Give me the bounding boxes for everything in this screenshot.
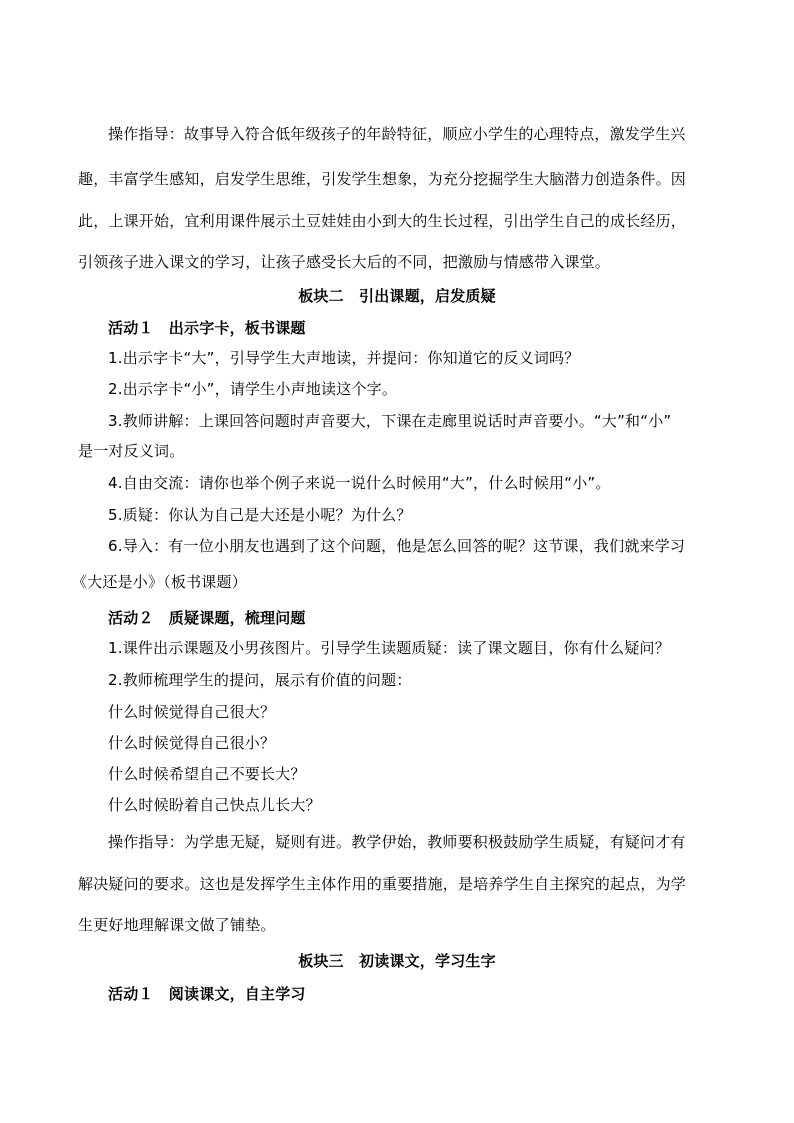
activity-title: 活动２ 质疑课题，梳理问题 bbox=[108, 609, 306, 627]
activity-item: 4.自由交流：请你也举个例子来说一说什么时候用“大”，什么时候用“小”。 bbox=[108, 474, 611, 492]
activity-item: 2.教师梳理学生的提问，展示有价值的问题： bbox=[108, 671, 412, 689]
question-item: 什么时候觉得自己很大？ bbox=[108, 703, 276, 721]
activity-title: 活动１ 阅读课文，自主学习 bbox=[108, 985, 306, 1003]
guide-paragraph-line: 趣，丰富学生感知，启发学生思维，引发学生想象，为充分挖掘学生大脑潜力创造条件。因 bbox=[78, 170, 687, 188]
question-item: 什么时候盼着自己快点儿长大？ bbox=[108, 796, 321, 814]
guide-paragraph-line: 解决疑问的要求。这也是发挥学生主体作用的重要措施，是培养学生自主探究的起点，为学 bbox=[78, 875, 687, 893]
guide-paragraph-line: 操作指导：为学患无疑，疑则有进。教学伊始，教师要积极鼓励学生质疑，有疑问才有 bbox=[108, 833, 686, 851]
guide-paragraph-line: 引领孩子进入课文的学习，让孩子感受长大后的不同，把激励与情感带入课堂。 bbox=[78, 253, 611, 271]
activity-item: 6.导入：有一位小朋友也遇到了这个问题，他是怎么回答的呢？这节课，我们就来学习 bbox=[108, 537, 686, 555]
guide-paragraph-line: 此，上课开始，宜利用课件展示土豆娃娃由小到大的生长过程，引出学生自己的成长经历， bbox=[78, 212, 687, 230]
activity-item: 1.课件出示课题及小男孩图片。引导学生读题质疑：读了课文题目，你有什么疑问？ bbox=[108, 639, 670, 657]
activity-title: 活动１ 出示字卡，板书课题 bbox=[108, 319, 306, 337]
question-item: 什么时候希望自己不要长大？ bbox=[108, 765, 306, 783]
section-heading: 板块二 引出课题，启发质疑 bbox=[298, 287, 496, 305]
activity-item: 《大还是小》（板书课题） bbox=[72, 573, 247, 591]
section-heading: 板块三 初读课文，学习生字 bbox=[298, 952, 496, 970]
activity-item: 5.质疑：你认为自己是大还是小呢？为什么？ bbox=[108, 506, 412, 524]
guide-paragraph-line: 操作指导：故事导入符合低年级孩子的年龄特征，顺应小学生的心理特点，激发学生兴 bbox=[108, 125, 686, 143]
activity-item: 2.出示字卡“小”，请学生小声地读这个字。 bbox=[108, 380, 398, 398]
activity-item: 3.教师讲解：上课回答问题时声音要大，下课在走廊里说话时声音要小。“大”和“小” bbox=[108, 412, 672, 430]
activity-item: 是一对反义词。 bbox=[78, 442, 185, 460]
question-item: 什么时候觉得自己很小？ bbox=[108, 734, 276, 752]
guide-paragraph-line: 生更好地理解课文做了铺垫。 bbox=[78, 916, 276, 934]
activity-item: 1.出示字卡“大”，引导学生大声地读，并提问：你知道它的反义词吗？ bbox=[108, 349, 580, 367]
